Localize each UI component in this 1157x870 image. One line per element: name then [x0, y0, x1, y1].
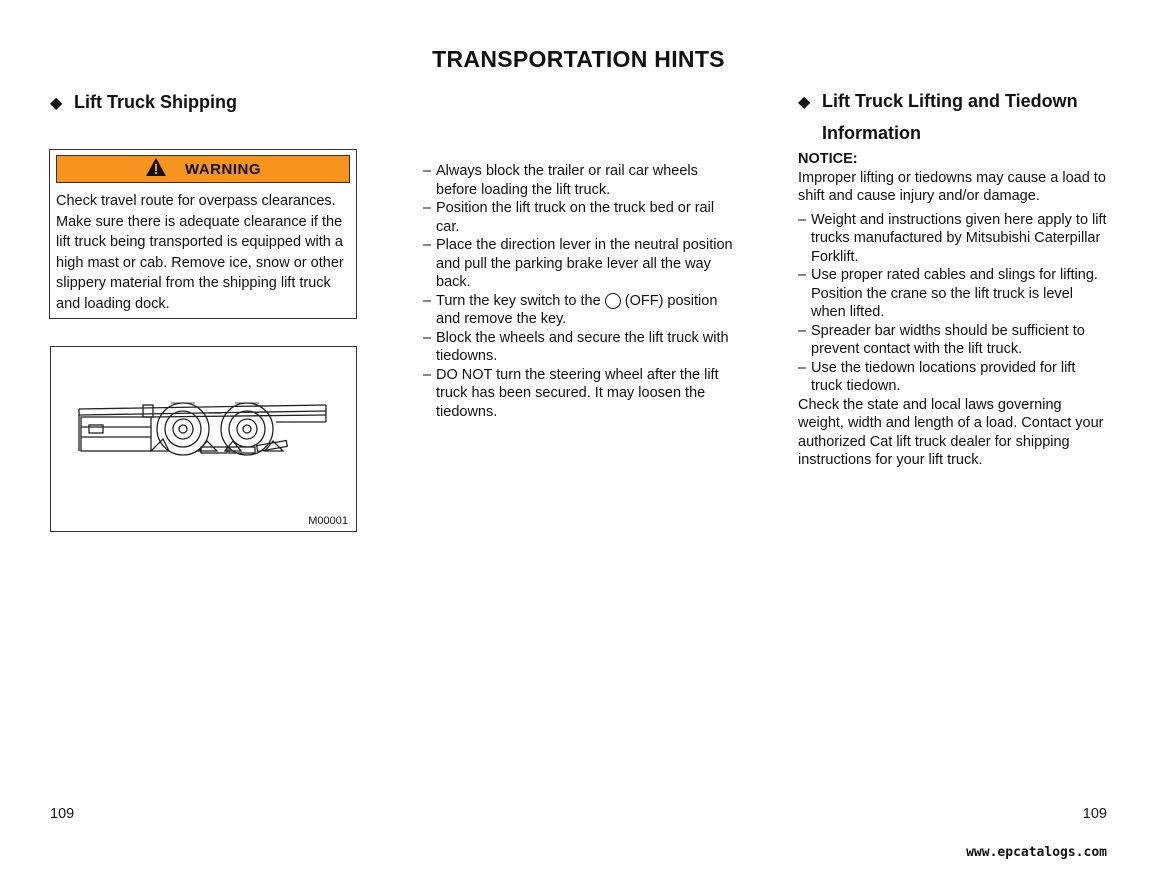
- off-circle-icon: [605, 293, 621, 309]
- trailer-illustration: [51, 347, 356, 531]
- list-item: – Always block the trailer or rail car wheels before loading the lift truck.: [423, 163, 698, 198]
- page-number-left: 109: [50, 806, 75, 822]
- warning-triangle-icon: [145, 157, 167, 181]
- page-number-right: 109: [1082, 806, 1107, 822]
- list-item-text: Spreader bar widths should be sufficient to prevent contact with the lift truck.: [811, 322, 1085, 357]
- list-item-text-before: Turn the key switch to the: [436, 292, 601, 309]
- list-item-text: Weight and instructions given here apply to lift trucks manufactured by Mitsubishi Caterpillar Forklift.: [811, 211, 1107, 265]
- figure-code: M00001: [308, 515, 348, 527]
- list-item-text: Use the tiedown locations provided for lift truck tiedown.: [811, 359, 1076, 394]
- list-item: – Position the lift truck on the truck bed or rail car.: [423, 200, 715, 235]
- list-item: – Use the tiedown locations provided for lift truck tiedown.: [798, 359, 1076, 394]
- notice-label: NOTICE:: [798, 151, 858, 167]
- shipping-heading-text: Lift Truck Shipping: [74, 92, 237, 112]
- list-item-text: DO NOT turn the steering wheel after the lift truck has been secured. It may loosen the tiedowns.: [436, 366, 719, 420]
- section-heading-shipping: [50, 87, 237, 119]
- list-item: – Weight and instructions given here apply to lift trucks manufactured by Mitsubishi Caterpillar Forklift.: [798, 211, 1107, 265]
- list-item: – DO NOT turn the steering wheel after the lift truck has been secured. It may loosen the tiedowns.: [423, 366, 719, 420]
- trailer-figure: [50, 346, 357, 532]
- closing-text: Check the state and local laws governing weight, width and length of a load. Contact your authorized Cat lift truck dealer for shipping instructions for your lift truck.: [798, 396, 1104, 468]
- list-item: – Use proper rated cables and slings for lifting. Position the crane so the lift truck is level when lifted.: [798, 267, 1098, 320]
- list-item-text: Block the wheels and secure the lift truck with tiedowns.: [436, 329, 729, 364]
- shipping-steps-list: [423, 162, 735, 421]
- list-item: – Block the wheels and secure the lift truck with tiedowns.: [423, 329, 729, 364]
- notice-text: Improper lifting or tiedowns may cause a load to shift and cause injury and/or damage.: [798, 169, 1106, 204]
- warning-text: Check travel route for overpass clearances. Make sure there is adequate clearance if the lift truck being transported is equipped with a high mast or cab. Remove ice, snow or other slippery material from the shipping lift truck and loading dock.: [56, 193, 344, 312]
- section-heading-lifting: [798, 86, 1078, 148]
- list-item: – Turn the key switch to the (OFF) position and remove the key.: [423, 292, 718, 327]
- list-item-text-after: (OFF) position and remove the key.: [436, 292, 718, 327]
- warning-banner: [56, 155, 350, 183]
- page-title: TRANSPORTATION HINTS: [432, 46, 725, 72]
- diamond-bullet-icon: ◆: [50, 95, 63, 112]
- lifting-heading-line2: Information: [822, 123, 921, 143]
- list-item: – Spreader bar widths should be sufficient to prevent contact with the lift truck.: [798, 322, 1085, 357]
- diamond-bullet-icon: ◆: [798, 94, 811, 111]
- footer-url[interactable]: www.epcatalogs.com: [966, 845, 1107, 860]
- warning-label: WARNING: [185, 160, 261, 178]
- list-item-text: Position the lift truck on the truck bed or rail car.: [436, 200, 715, 235]
- list-item-text: Use proper rated cables and slings for lifting. Position the crane so the lift truck is level when lifted.: [811, 267, 1098, 320]
- warning-box: [49, 149, 357, 319]
- lifting-content: [798, 150, 1108, 470]
- list-item-text: Always block the trailer or rail car wheels before loading the lift truck.: [436, 163, 698, 198]
- list-item-text: Place the direction lever in the neutral position and pull the parking brake lever all the way back.: [436, 237, 733, 290]
- lifting-heading-line1: Lift Truck Lifting and Tiedown: [822, 91, 1078, 111]
- list-item: – Place the direction lever in the neutral position and pull the parking brake lever all the way back.: [423, 237, 733, 290]
